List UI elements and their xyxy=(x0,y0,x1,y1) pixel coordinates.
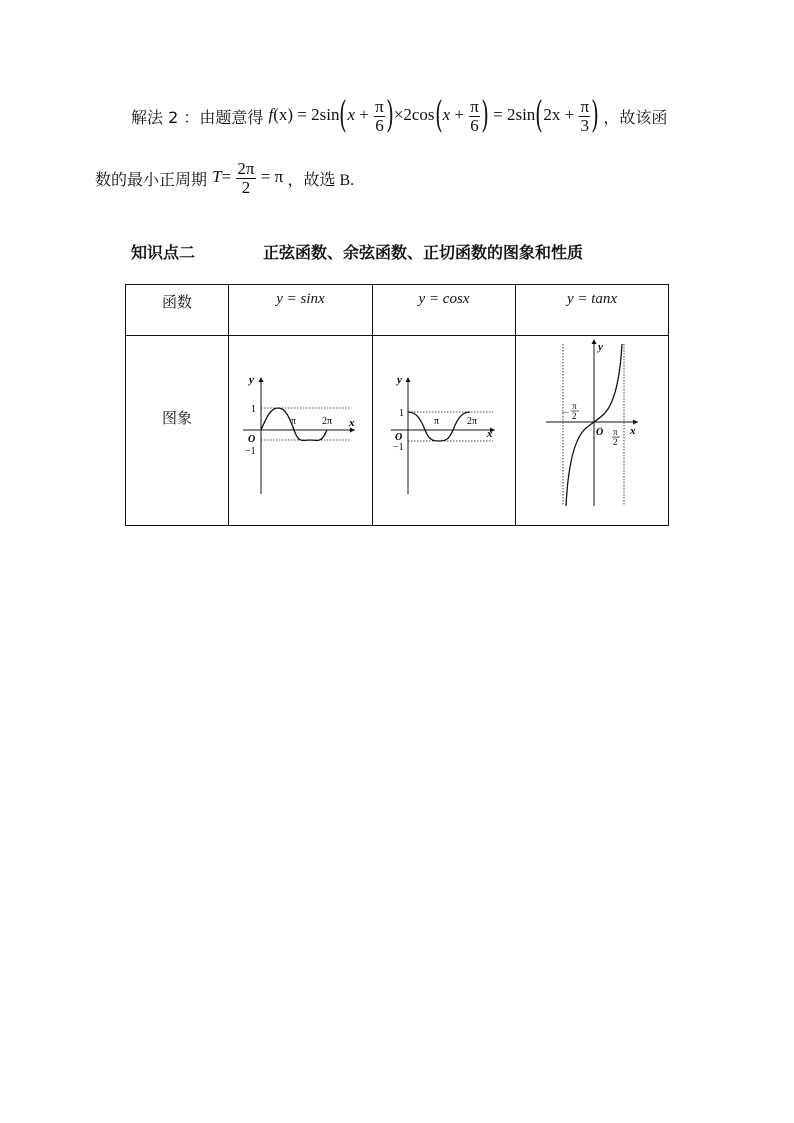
row-label-graph: 图象 xyxy=(126,336,229,526)
tan-pos-pi: π xyxy=(613,427,618,437)
tan-graph-cell xyxy=(516,336,669,526)
header-function: 函数 xyxy=(126,285,229,336)
cos-one-label: 1 xyxy=(399,408,404,419)
tan-neg-sign: － xyxy=(561,408,571,418)
sin-x-label: x xyxy=(349,417,355,429)
tan-origin-label: O xyxy=(596,427,604,438)
cos-graph xyxy=(373,336,515,525)
period-text: 数的最小正周期 xyxy=(95,169,208,189)
section-title: 正弦函数、余弦函数、正切函数的图象和性质 xyxy=(263,243,584,262)
solution-label: 解法 2 ：由题意得 xyxy=(131,107,264,127)
tan-pos-two: 2 xyxy=(613,437,618,447)
solution-line-1 xyxy=(131,95,668,137)
sin-origin-label: O xyxy=(248,434,256,445)
table-header-row xyxy=(126,285,669,336)
tan-x-label: x xyxy=(630,425,636,437)
trig-functions-table xyxy=(125,284,669,526)
section-label: 知识点二 xyxy=(131,243,196,262)
sin-y-label: y xyxy=(249,374,254,386)
cos-2pi-label: 2π xyxy=(467,416,478,427)
cos-neg-one-label: −1 xyxy=(393,442,404,453)
header-cos: y = cosx xyxy=(373,285,516,336)
formula-fx: f(x) = 2sin(x + $\frac{\pi}{6}$ )×2cos(x + $\frac{\pi}{6}$ ) = 2sin(2x + $\frac{\pi}{3}$ ) xyxy=(268,95,599,137)
table-graph-row xyxy=(126,336,669,526)
header-tan: y = tanx xyxy=(516,285,669,336)
sin-pi-label: π xyxy=(291,416,297,427)
header-sin: y = sinx xyxy=(229,285,373,336)
sin-2pi-label: 2π xyxy=(322,416,333,427)
sin-graph xyxy=(229,336,372,525)
cos-origin-label: O xyxy=(395,432,403,443)
sin-graph-cell xyxy=(229,336,373,526)
solution-line-2 xyxy=(95,160,354,197)
sin-neg-one-label: −1 xyxy=(245,446,256,457)
sin-one-label: 1 xyxy=(251,404,256,415)
tan-y-label: y xyxy=(598,341,603,353)
tan-neg-two: 2 xyxy=(572,411,577,421)
cos-pi-label: π xyxy=(434,416,440,427)
cos-x-label: x xyxy=(487,428,493,440)
solution-tail: ，故该函 xyxy=(603,107,668,127)
tan-neg-pi: π xyxy=(572,401,577,411)
cos-y-label: y xyxy=(397,374,402,386)
formula-period: T= $\frac{2\pi}{2}$ = π xyxy=(212,159,284,197)
tan-graph xyxy=(516,336,668,525)
answer-text: ，故选 B. xyxy=(287,171,355,189)
cos-graph-cell xyxy=(373,336,516,526)
